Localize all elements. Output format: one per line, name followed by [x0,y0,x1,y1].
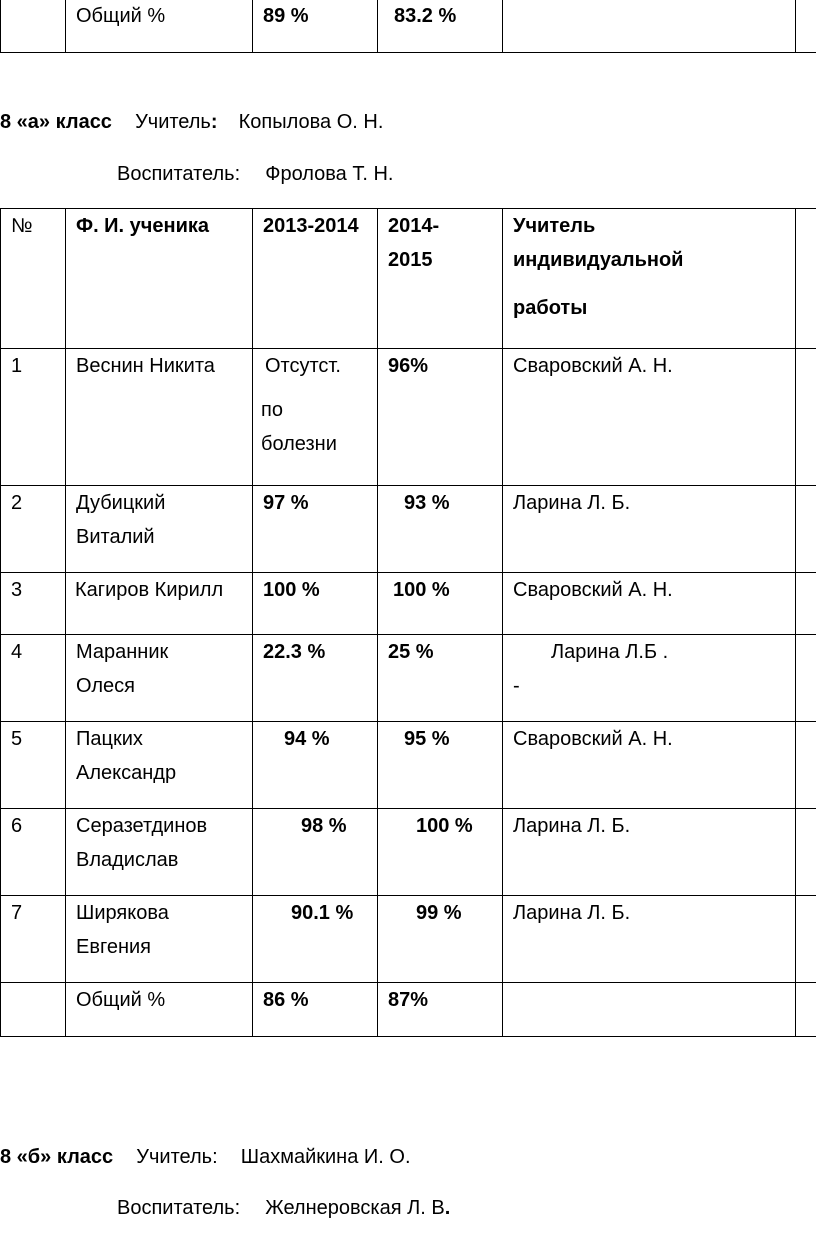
header-num: № [1,209,66,349]
row-name: Веснин Никита [66,349,253,486]
header-y2: 2014- 2015 [378,209,503,349]
class-8a-teacher-colon: : [210,111,218,133]
row-name: Маранник Олеся [66,635,253,722]
previous-total-row [1,0,816,53]
row-y2: 100 % [378,573,503,635]
row-y1: 94 % [253,722,378,809]
total-y1: 86 % [253,983,378,1037]
table-row [1,349,816,486]
class-8a-educator [117,157,393,191]
row-extra [796,635,816,722]
row-y1: 90.1 % [253,896,378,983]
row-y2: 95 % [378,722,503,809]
class-8b-educator-label: Воспитатель: [117,1197,241,1219]
class-8a-educator-name: Фролова Т. Н. [265,163,394,185]
row-teacher: Ларина Л.Б . - [503,635,796,722]
row-num: 3 [1,573,66,635]
class-8a-heading [0,105,383,139]
cell-y1: 89 % [253,0,378,53]
row-y1: 22.3 % [253,635,378,722]
row-extra [796,809,816,896]
header-y1: 2013-2014 [253,209,378,349]
cell-num [1,0,66,53]
table-row [1,896,816,983]
class-8b-label: 8 «б» класс [0,1146,114,1168]
total-y2: 87% [378,983,503,1037]
table-row [1,809,816,896]
row-teacher: Ларина Л. Б. [503,809,796,896]
row-extra [796,573,816,635]
class-8a-table [0,208,816,1037]
table-total-row [1,983,816,1037]
total-name: Общий % [66,983,253,1037]
class-8b-heading [0,1140,411,1174]
table-row [1,635,816,722]
row-num: 6 [1,809,66,896]
row-teacher: Ларина Л. Б. [503,486,796,573]
row-y2: 99 % [378,896,503,983]
class-8a-educator-label: Воспитатель: [117,163,241,185]
row-y1: 97 % [253,486,378,573]
header-extra [796,209,816,349]
table-row [1,722,816,809]
previous-class-table [0,0,816,53]
row-y1: 98 % [253,809,378,896]
row-num: 2 [1,486,66,573]
class-8a-label: 8 «а» класс [0,111,112,133]
row-y2: 100 % [378,809,503,896]
row-name: Дубицкий Виталий [66,486,253,573]
row-name: Серазетдинов Владислав [66,809,253,896]
row-extra [796,486,816,573]
cell-teacher [503,0,796,53]
row-num: 1 [1,349,66,486]
class-8a-teacher-label: Учитель [135,111,211,133]
header-teacher: Учитель индивидуальной работы [503,209,796,349]
row-teacher: Ларина Л. Б. [503,896,796,983]
table-row [1,573,816,635]
row-teacher: Сваровский А. Н. [503,573,796,635]
cell-name: Общий % [66,0,253,53]
class-8a-teacher-name: Копылова О. Н. [238,111,384,133]
class-8b-educator-name: Желнеровская Л. В [265,1197,445,1219]
row-y1: 100 % [253,573,378,635]
row-y2: 93 % [378,486,503,573]
class-8b-educator-period: . [444,1197,451,1219]
row-teacher: Сваровский А. Н. [503,349,796,486]
row-extra [796,349,816,486]
cell-extra [796,0,816,53]
total-teacher [503,983,796,1037]
row-num: 7 [1,896,66,983]
table-row [1,486,816,573]
row-teacher: Сваровский А. Н. [503,722,796,809]
row-extra [796,896,816,983]
total-extra [796,983,816,1037]
total-num [1,983,66,1037]
header-name: Ф. И. ученика [66,209,253,349]
row-y2: 96% [378,349,503,486]
cell-y2: 83.2 % [378,0,503,53]
row-name: Ширякова Евгения [66,896,253,983]
row-extra [796,722,816,809]
row-name: Кагиров Кирилл [66,573,253,635]
row-y1: Отсутст. по болезни [253,349,378,486]
row-y2: 25 % [378,635,503,722]
class-8b-educator [117,1191,450,1225]
class-8b-teacher-name: Шахмайкина И. О. [240,1146,411,1168]
row-name: Пацких Александр [66,722,253,809]
row-num: 4 [1,635,66,722]
row-num: 5 [1,722,66,809]
class-8b-teacher-label: Учитель: [136,1146,218,1168]
table-header-row [1,209,816,349]
